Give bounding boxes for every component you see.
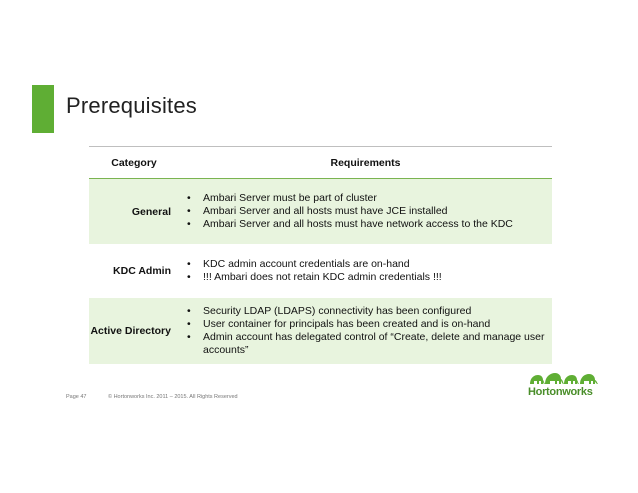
list-item: • Security LDAP (LDAPS) connectivity has been configured (187, 305, 552, 318)
logo-wordmark: Hortonworks (528, 386, 593, 398)
requirements-cell (179, 298, 552, 365)
list-item: • Admin account has delegated control of “Create, delete and manage user accounts” (187, 331, 552, 357)
header-requirements: Requirements (179, 147, 552, 179)
requirements-list (179, 258, 552, 284)
footer-page-number: Page 47 (66, 394, 87, 400)
hortonworks-logo (528, 370, 600, 400)
category-cell: KDC Admin (89, 245, 179, 298)
table-row-kdc-admin (89, 245, 552, 298)
requirements-cell (179, 245, 552, 298)
table-row-active-directory (89, 298, 552, 365)
table-row-general (89, 179, 552, 245)
header-category: Category (89, 147, 179, 179)
elephants-logo-icon (528, 370, 600, 386)
list-item: • Ambari Server must be part of cluster (187, 192, 552, 205)
list-item: • Ambari Server and all hosts must have network access to the KDC (187, 218, 552, 231)
list-item: • Ambari Server and all hosts must have JCE installed (187, 205, 552, 218)
list-item: • User container for principals has been created and is on-hand (187, 318, 552, 331)
category-cell: General (89, 179, 179, 245)
page-title: Prerequisites (66, 93, 197, 118)
title-accent-bar (32, 85, 54, 133)
requirements-list (179, 305, 552, 357)
list-item: • KDC admin account credentials are on-hand (187, 258, 552, 271)
requirements-list (179, 192, 552, 231)
category-cell: Active Directory (89, 298, 179, 365)
list-item: • !!! Ambari does not retain KDC admin credentials !!! (187, 271, 552, 284)
footer-copyright: © Hortonworks Inc. 2011 – 2015. All Rights Reserved (108, 394, 238, 400)
requirements-cell (179, 179, 552, 245)
table-header-row (89, 147, 552, 179)
prerequisites-table (89, 146, 552, 365)
